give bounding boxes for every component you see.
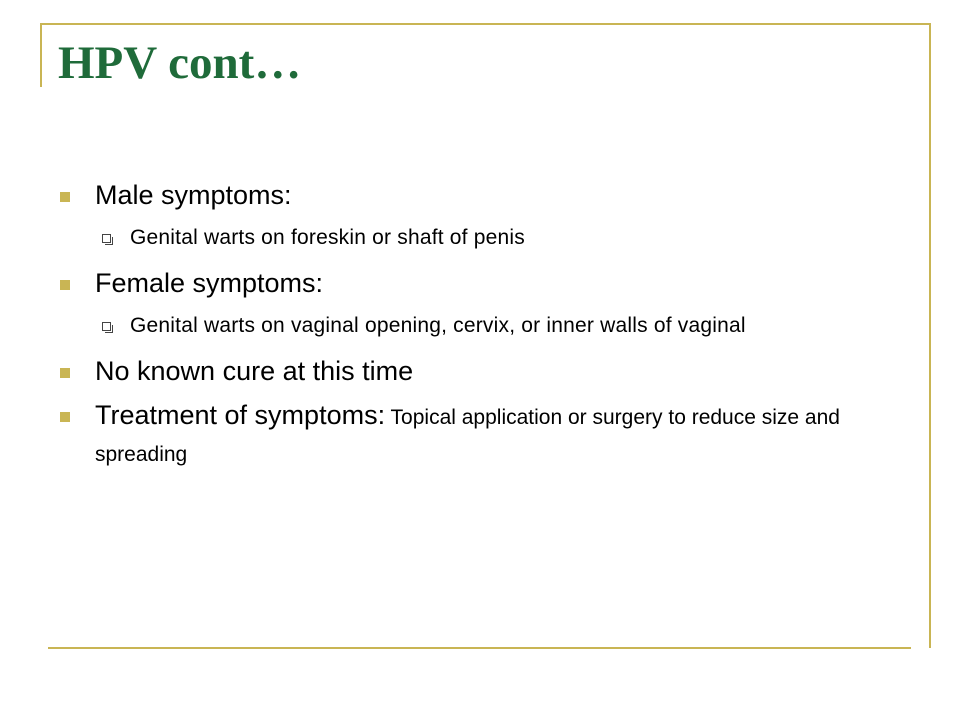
bullet-treatment	[60, 398, 890, 472]
sub-bullet-text: Genital warts on vaginal opening, cervix, or inner walls of vaginal	[130, 314, 746, 337]
bullet-male-symptoms	[60, 178, 890, 212]
frame-bottom-line	[48, 647, 911, 649]
sub-bullet-male-warts	[60, 222, 890, 254]
square-bullet-icon	[60, 192, 70, 202]
bullet-no-cure	[60, 354, 890, 388]
square-bullet-icon	[60, 280, 70, 290]
frame-left-line	[40, 23, 42, 87]
sub-bullet-text: Genital warts on foreskin or shaft of penis	[130, 226, 525, 249]
frame-right-line	[929, 23, 931, 648]
slide-title: HPV cont…	[58, 37, 302, 89]
hollow-square-bullet-icon	[102, 234, 111, 243]
bullet-text: No known cure at this time	[95, 356, 414, 386]
bullet-text: Male symptoms:	[95, 180, 292, 210]
slide-content	[60, 178, 890, 482]
bullet-subtext: Topical application or surgery to reduce size and spreading	[95, 406, 840, 466]
square-bullet-icon	[60, 368, 70, 378]
bullet-female-symptoms	[60, 266, 890, 300]
frame-top-line	[40, 23, 931, 25]
sub-bullet-female-warts	[60, 310, 890, 342]
hollow-square-bullet-icon	[102, 322, 111, 331]
bullet-text: Female symptoms:	[95, 268, 324, 298]
bullet-text: Treatment of symptoms:	[95, 400, 386, 430]
square-bullet-icon	[60, 412, 70, 422]
